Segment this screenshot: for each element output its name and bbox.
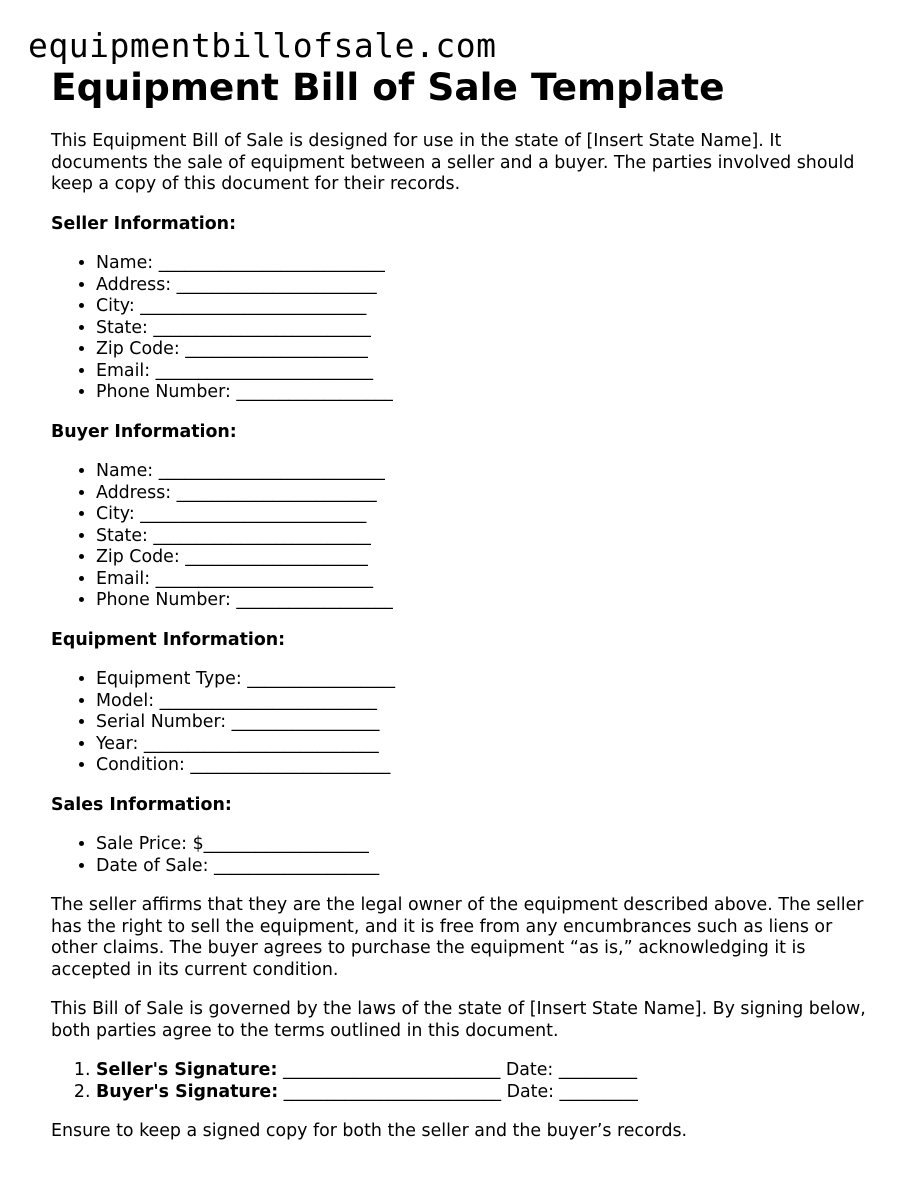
closing-paragraph: Ensure to keep a signed copy for both the seller and the buyer’s records. — [51, 1121, 688, 1141]
buyer-zip-field: • Zip Code: _____________________ — [96, 547, 881, 569]
governing-law-paragraph: This Bill of Sale is governed by the laws of the state of [Insert State Name]. By signing below, both parties agree to the terms outlined in this document. — [51, 999, 866, 1041]
document-title: Equipment Bill of Sale Template — [51, 65, 725, 109]
buyer-city-field: • City: __________________________ — [96, 504, 881, 526]
equipment-section-heading: Equipment Information: — [51, 629, 286, 650]
sale-date-field: • Date of Sale: ___________________ — [96, 856, 881, 878]
sales-fields-list — [51, 834, 881, 877]
seller-fields-list — [51, 253, 881, 404]
affirmation-paragraph: The seller affirms that they are the legal owner of the equipment described above. The seller has the right to sell the equipment, and it is free from any encumbrances such as liens or other claims. The buyer agrees to purchase the equipment “as is,” acknowledging it is accepted in its current condition. — [51, 895, 864, 980]
buyer-state-field: • State: _________________________ — [96, 526, 881, 548]
equipment-serial-field: • Serial Number: _________________ — [96, 712, 881, 734]
seller-city-field: • City: __________________________ — [96, 296, 881, 318]
document-body — [51, 64, 881, 1143]
buyer-fields-list — [51, 461, 881, 612]
buyer-address-field: • Address: _______________________ — [96, 483, 881, 505]
buyer-signature-label: Buyer's Signature: — [96, 1081, 279, 1102]
seller-signature-line — [96, 1060, 881, 1082]
equipment-fields-list — [51, 669, 881, 777]
buyer-signature-blank: _________________________ Date: _________ — [278, 1081, 638, 1102]
sale-price-field: • Sale Price: $___________________ — [96, 834, 881, 856]
equipment-model-field: • Model: _________________________ — [96, 691, 881, 713]
buyer-phone-field: • Phone Number: __________________ — [96, 590, 881, 612]
seller-address-field: • Address: _______________________ — [96, 275, 881, 297]
seller-signature-blank: _________________________ Date: _________ — [277, 1060, 638, 1080]
seller-phone-field: • Phone Number: __________________ — [96, 382, 881, 404]
seller-signature-label: Seller's Signature: — [96, 1060, 278, 1080]
sales-section-heading: Sales Information: — [51, 794, 232, 815]
signature-list — [51, 1060, 881, 1103]
seller-email-field: • Email: _________________________ — [96, 361, 881, 383]
site-watermark: equipmentbillofsale.com — [28, 26, 497, 65]
buyer-section-heading: Buyer Information: — [51, 421, 237, 442]
equipment-condition-field: • Condition: _______________________ — [96, 755, 881, 777]
intro-paragraph: This Equipment Bill of Sale is designed for use in the state of [Insert State Name]. It documents the sale of equipment between a seller and a buyer. The parties involved should keep a copy of this document for their records. — [51, 131, 855, 194]
equipment-type-field: • Equipment Type: _________________ — [96, 669, 881, 691]
buyer-name-field: • Name: __________________________ — [96, 461, 881, 483]
seller-name-field: • Name: __________________________ — [96, 253, 881, 275]
buyer-email-field: • Email: _________________________ — [96, 569, 881, 591]
buyer-signature-line — [96, 1082, 881, 1104]
seller-zip-field: • Zip Code: _____________________ — [96, 339, 881, 361]
seller-section-heading: Seller Information: — [51, 213, 237, 234]
equipment-year-field: • Year: ___________________________ — [96, 734, 881, 756]
seller-state-field: • State: _________________________ — [96, 318, 881, 340]
